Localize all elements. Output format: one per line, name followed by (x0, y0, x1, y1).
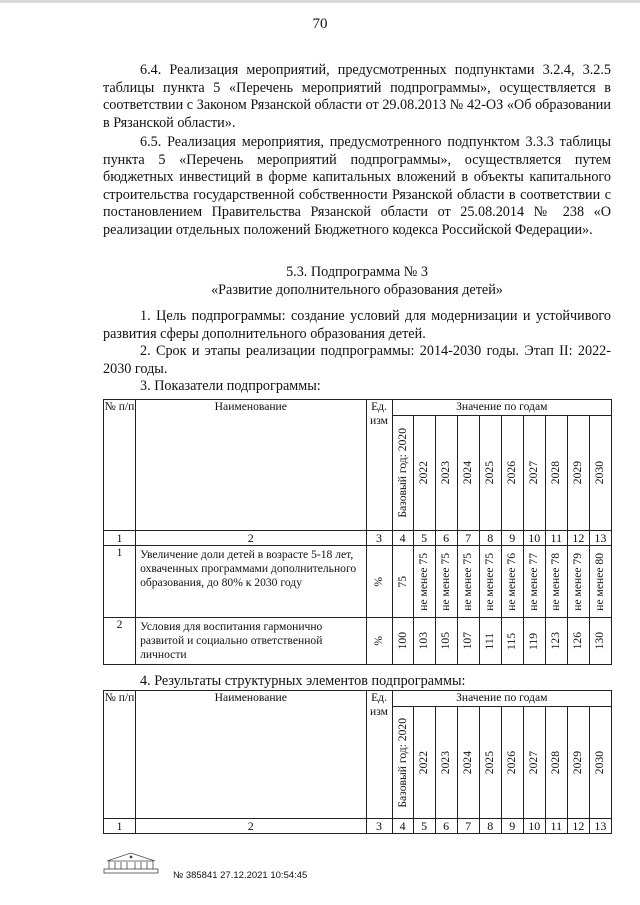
section-heading: 5.3. Подпрограмма № 3 (286, 264, 428, 280)
col-number: 3 (366, 531, 392, 546)
row-name: Увеличение доли детей в возрасте 5-18 лет, охваченных программами дополнительного образования, до 80% к 2030 году (136, 546, 366, 618)
col-number: 11 (545, 819, 567, 834)
header-unit: Ед. изм (366, 691, 392, 819)
col-number: 10 (523, 819, 545, 834)
col-number: 10 (523, 531, 545, 546)
table-row (104, 618, 612, 665)
indicators-title: 3. Показатели подпрограммы: (140, 378, 321, 394)
col-number: 12 (567, 819, 589, 834)
header-year: 2022 (417, 750, 431, 775)
col-number: 11 (545, 531, 567, 546)
header-year: 2029 (571, 461, 585, 485)
row-value: не менее 77 (527, 552, 541, 611)
col-number: 6 (435, 531, 457, 546)
header-year: 2028 (549, 750, 563, 775)
header-name: Наименование (136, 400, 366, 531)
row-name: Условия для воспитания гармонично развитой и социально ответственной личности (136, 618, 366, 665)
section-subheading: «Развитие дополнительного образования детей» (211, 282, 503, 298)
header-year: 2027 (527, 750, 541, 775)
col-number: 7 (457, 531, 479, 546)
header-year: 2024 (461, 750, 475, 775)
row-value: 130 (593, 632, 607, 650)
row-value: не менее 80 (593, 552, 607, 611)
row-value: не менее 75 (461, 552, 475, 611)
row-base: 75 (395, 575, 409, 588)
row-num: 2 (104, 618, 136, 665)
header-unit: Ед. изм (366, 400, 392, 531)
col-number: 6 (435, 819, 457, 834)
header-values-by-year: Значение по годам (392, 400, 611, 416)
row-value: не менее 75 (483, 552, 497, 611)
col-number: 9 (501, 531, 523, 546)
period-paragraph: 2. Срок и этапы реализации подпрограммы: 2014-2030 годы. Этап II: 2022-2030 годы. (103, 343, 611, 377)
header-num: № п/п (104, 691, 136, 819)
header-year: 2022 (417, 461, 431, 485)
results-title: 4. Результаты структурных элементов подпрограммы: (140, 673, 466, 689)
col-number: 8 (479, 819, 501, 834)
col-number: 5 (413, 531, 435, 546)
header-base-year: Базовый год: 2020 (395, 717, 409, 808)
row-value: 119 (527, 632, 541, 650)
indicators-table (103, 399, 612, 665)
row-unit: % (372, 636, 386, 646)
col-number: 13 (589, 531, 611, 546)
table-row (104, 546, 612, 618)
col-number: 9 (501, 819, 523, 834)
row-num: 1 (104, 546, 136, 618)
header-year: 2030 (593, 750, 607, 775)
header-year: 2026 (505, 750, 519, 775)
building-emblem-icon (103, 850, 159, 874)
header-year: 2024 (461, 461, 475, 485)
col-number: 2 (136, 531, 366, 546)
header-year: 2023 (439, 750, 453, 775)
row-value: 103 (417, 632, 431, 650)
scan-edge-line (0, 0, 640, 3)
row-value: не менее 75 (439, 552, 453, 611)
row-base: 100 (395, 632, 409, 650)
header-year: 2026 (505, 461, 519, 485)
col-number: 2 (136, 819, 366, 834)
header-year: 2025 (483, 750, 497, 775)
paragraph-6-5: 6.5. Реализация мероприятия, предусмотренного подпунктом 3.3.3 таблицы пункта 5 «Перечень мероприятий подпрограммы», осуществляется путем бюджетных инвестиций в форме капитальных вложений в объекты капитального строительства государственной собственности Рязанской области в соответствии с постановлением Правительства Рязанской области от 25.08.2014 № 238 «О реализации отдельных положений Бюджетного кодекса Российской Федерации». (103, 134, 611, 238)
row-value: не менее 76 (505, 552, 519, 611)
col-number: 3 (366, 819, 392, 834)
header-name: Наименование (136, 691, 366, 819)
col-number: 8 (479, 531, 501, 546)
row-value: не менее 75 (417, 552, 431, 611)
col-number: 7 (457, 819, 479, 834)
registration-stamp: № 385841 27.12.2021 10:54:45 (173, 870, 308, 881)
paragraph-6-4: 6.4. Реализация мероприятий, предусмотренных подпунктами 3.2.4, 3.2.5 таблицы пункта 5 «Перечень мероприятий подпрограммы», осуществляется в соответствии с Законом Рязанской области от 29.08.2013 № 42-ОЗ «Об образовании в Рязанской области». (103, 62, 611, 131)
results-table (103, 690, 612, 834)
row-value: 123 (549, 632, 563, 650)
header-num: № п/п (104, 400, 136, 531)
header-year: 2028 (549, 461, 563, 485)
row-value: 115 (505, 632, 519, 650)
header-year: 2025 (483, 461, 497, 485)
header-year: 2023 (439, 461, 453, 485)
col-number: 5 (413, 819, 435, 834)
row-unit: % (372, 576, 386, 587)
header-base-year: Базовый год: 2020 (395, 428, 409, 518)
col-number: 12 (567, 531, 589, 546)
row-value: не менее 79 (571, 552, 585, 611)
header-year: 2029 (571, 750, 585, 775)
header-year: 2030 (593, 461, 607, 485)
col-number: 4 (392, 819, 413, 834)
col-number: 13 (589, 819, 611, 834)
row-value: 107 (461, 632, 475, 650)
row-value: не менее 78 (549, 552, 563, 611)
row-value: 111 (483, 632, 497, 650)
col-number: 1 (104, 819, 136, 834)
row-value: 105 (439, 632, 453, 650)
row-value: 126 (571, 632, 585, 650)
goal-paragraph: 1. Цель подпрограммы: создание условий для модернизации и устойчивого развития сферы дополнительного образования детей. (103, 308, 611, 342)
col-number: 1 (104, 531, 136, 546)
document-footer (103, 850, 403, 890)
header-values-by-year: Значение по годам (392, 691, 611, 707)
page-number: 70 (312, 16, 328, 32)
header-year: 2027 (527, 461, 541, 485)
col-number: 4 (392, 531, 413, 546)
